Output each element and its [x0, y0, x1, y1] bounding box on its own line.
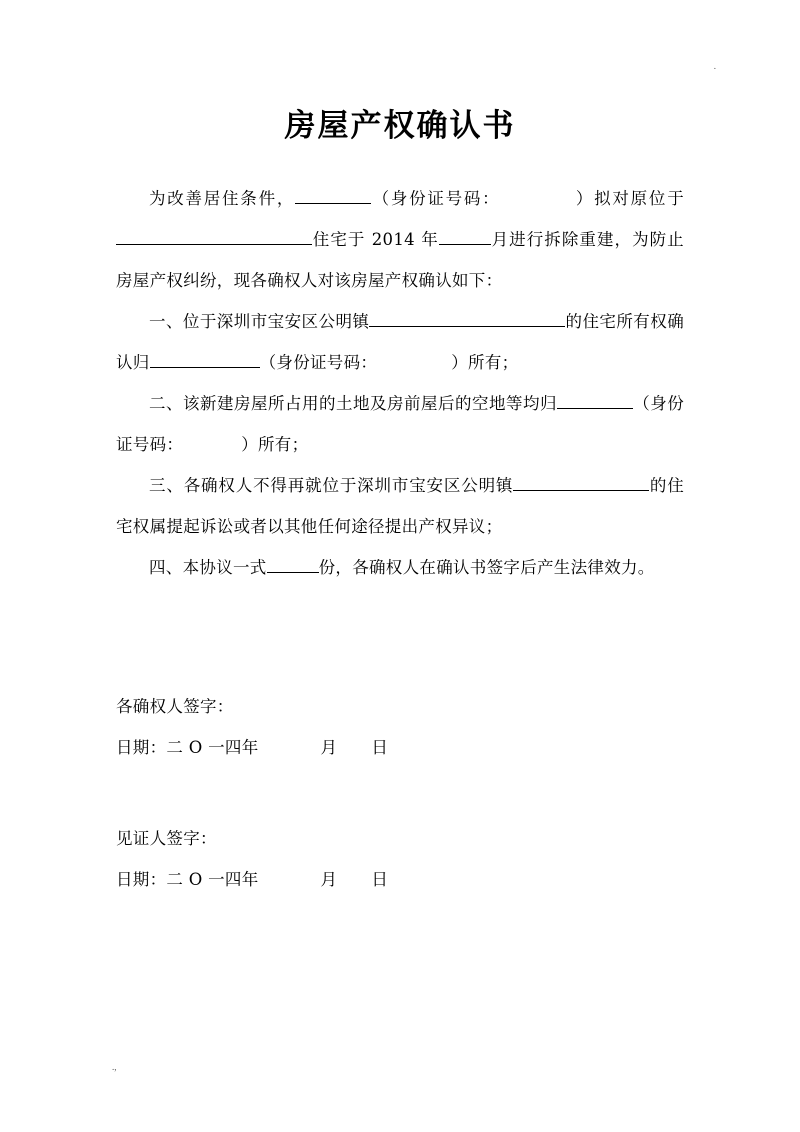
paragraph-intro: [116, 178, 684, 301]
paragraph-clause-3: [116, 465, 684, 547]
fill-blank-copies[interactable]: [267, 556, 319, 574]
date-prefix: 日期：二 O 一四年: [116, 738, 259, 757]
signature-date-owners: [116, 727, 684, 768]
fill-blank-month[interactable]: [439, 228, 491, 246]
text-run: 二、该新建房屋所占用的土地及房前屋后的空地等均归: [149, 394, 557, 413]
paragraph-clause-1: [116, 301, 684, 383]
day-label: 日: [371, 870, 389, 889]
fill-blank-dispute-address[interactable]: [513, 474, 649, 492]
text-run: 住宅于 2014 年: [312, 230, 439, 249]
signature-label-owners: 各确权人签字：: [116, 697, 234, 716]
fill-blank-owner-name[interactable]: [150, 351, 260, 369]
signature-date-witness: [116, 859, 684, 900]
month-label: 月: [320, 738, 338, 757]
day-label: 日: [371, 738, 389, 757]
text-run: 为改善居住条件，: [149, 189, 296, 208]
page-title: 房屋产权确认书: [284, 108, 516, 144]
text-run: 月进行拆除重建，为防止房屋产权纠纷，现各确权人对该房屋产权确认如下：: [116, 230, 684, 290]
text-run: ）所有；: [241, 435, 309, 454]
document-body: [116, 178, 684, 588]
text-run: 三、各确权人不得再就位于深圳市宝安区公明镇: [149, 476, 514, 495]
fill-blank-land-owner[interactable]: [557, 392, 633, 410]
text-run: 的住宅权属提起诉讼或者以其他任何途径提出产权异议；: [116, 476, 684, 536]
paragraph-clause-4: [116, 547, 684, 588]
page-corner-mark-bottom: .,: [112, 1062, 117, 1072]
text-run: 份，各确权人在确认书签字后产生法律效力。: [318, 558, 655, 577]
month-label: 月: [320, 870, 338, 889]
text-run: （身份证号码：: [116, 394, 684, 454]
text-run: 的住宅所有权确认归: [116, 312, 684, 372]
text-run: ）所有；: [451, 353, 519, 372]
page-corner-mark-top: .: [713, 61, 716, 71]
fill-blank-address[interactable]: [116, 228, 312, 246]
text-run: （身份证号码：: [259, 353, 378, 372]
signature-label-witness: 见证人签字：: [116, 829, 217, 848]
text-run: 一、位于深圳市宝安区公明镇: [149, 312, 370, 331]
fill-blank-name[interactable]: [295, 187, 371, 205]
signature-block-owners: [116, 686, 684, 768]
text-run: （身份证号码：: [371, 189, 501, 208]
date-prefix: 日期：二 O 一四年: [116, 870, 259, 889]
signature-block-witness: [116, 818, 684, 900]
fill-blank-house-address[interactable]: [369, 310, 565, 328]
text-run: ）拟对原位于: [574, 189, 684, 208]
paragraph-clause-2: [116, 383, 684, 465]
text-run: 四、本协议一式: [149, 558, 267, 577]
